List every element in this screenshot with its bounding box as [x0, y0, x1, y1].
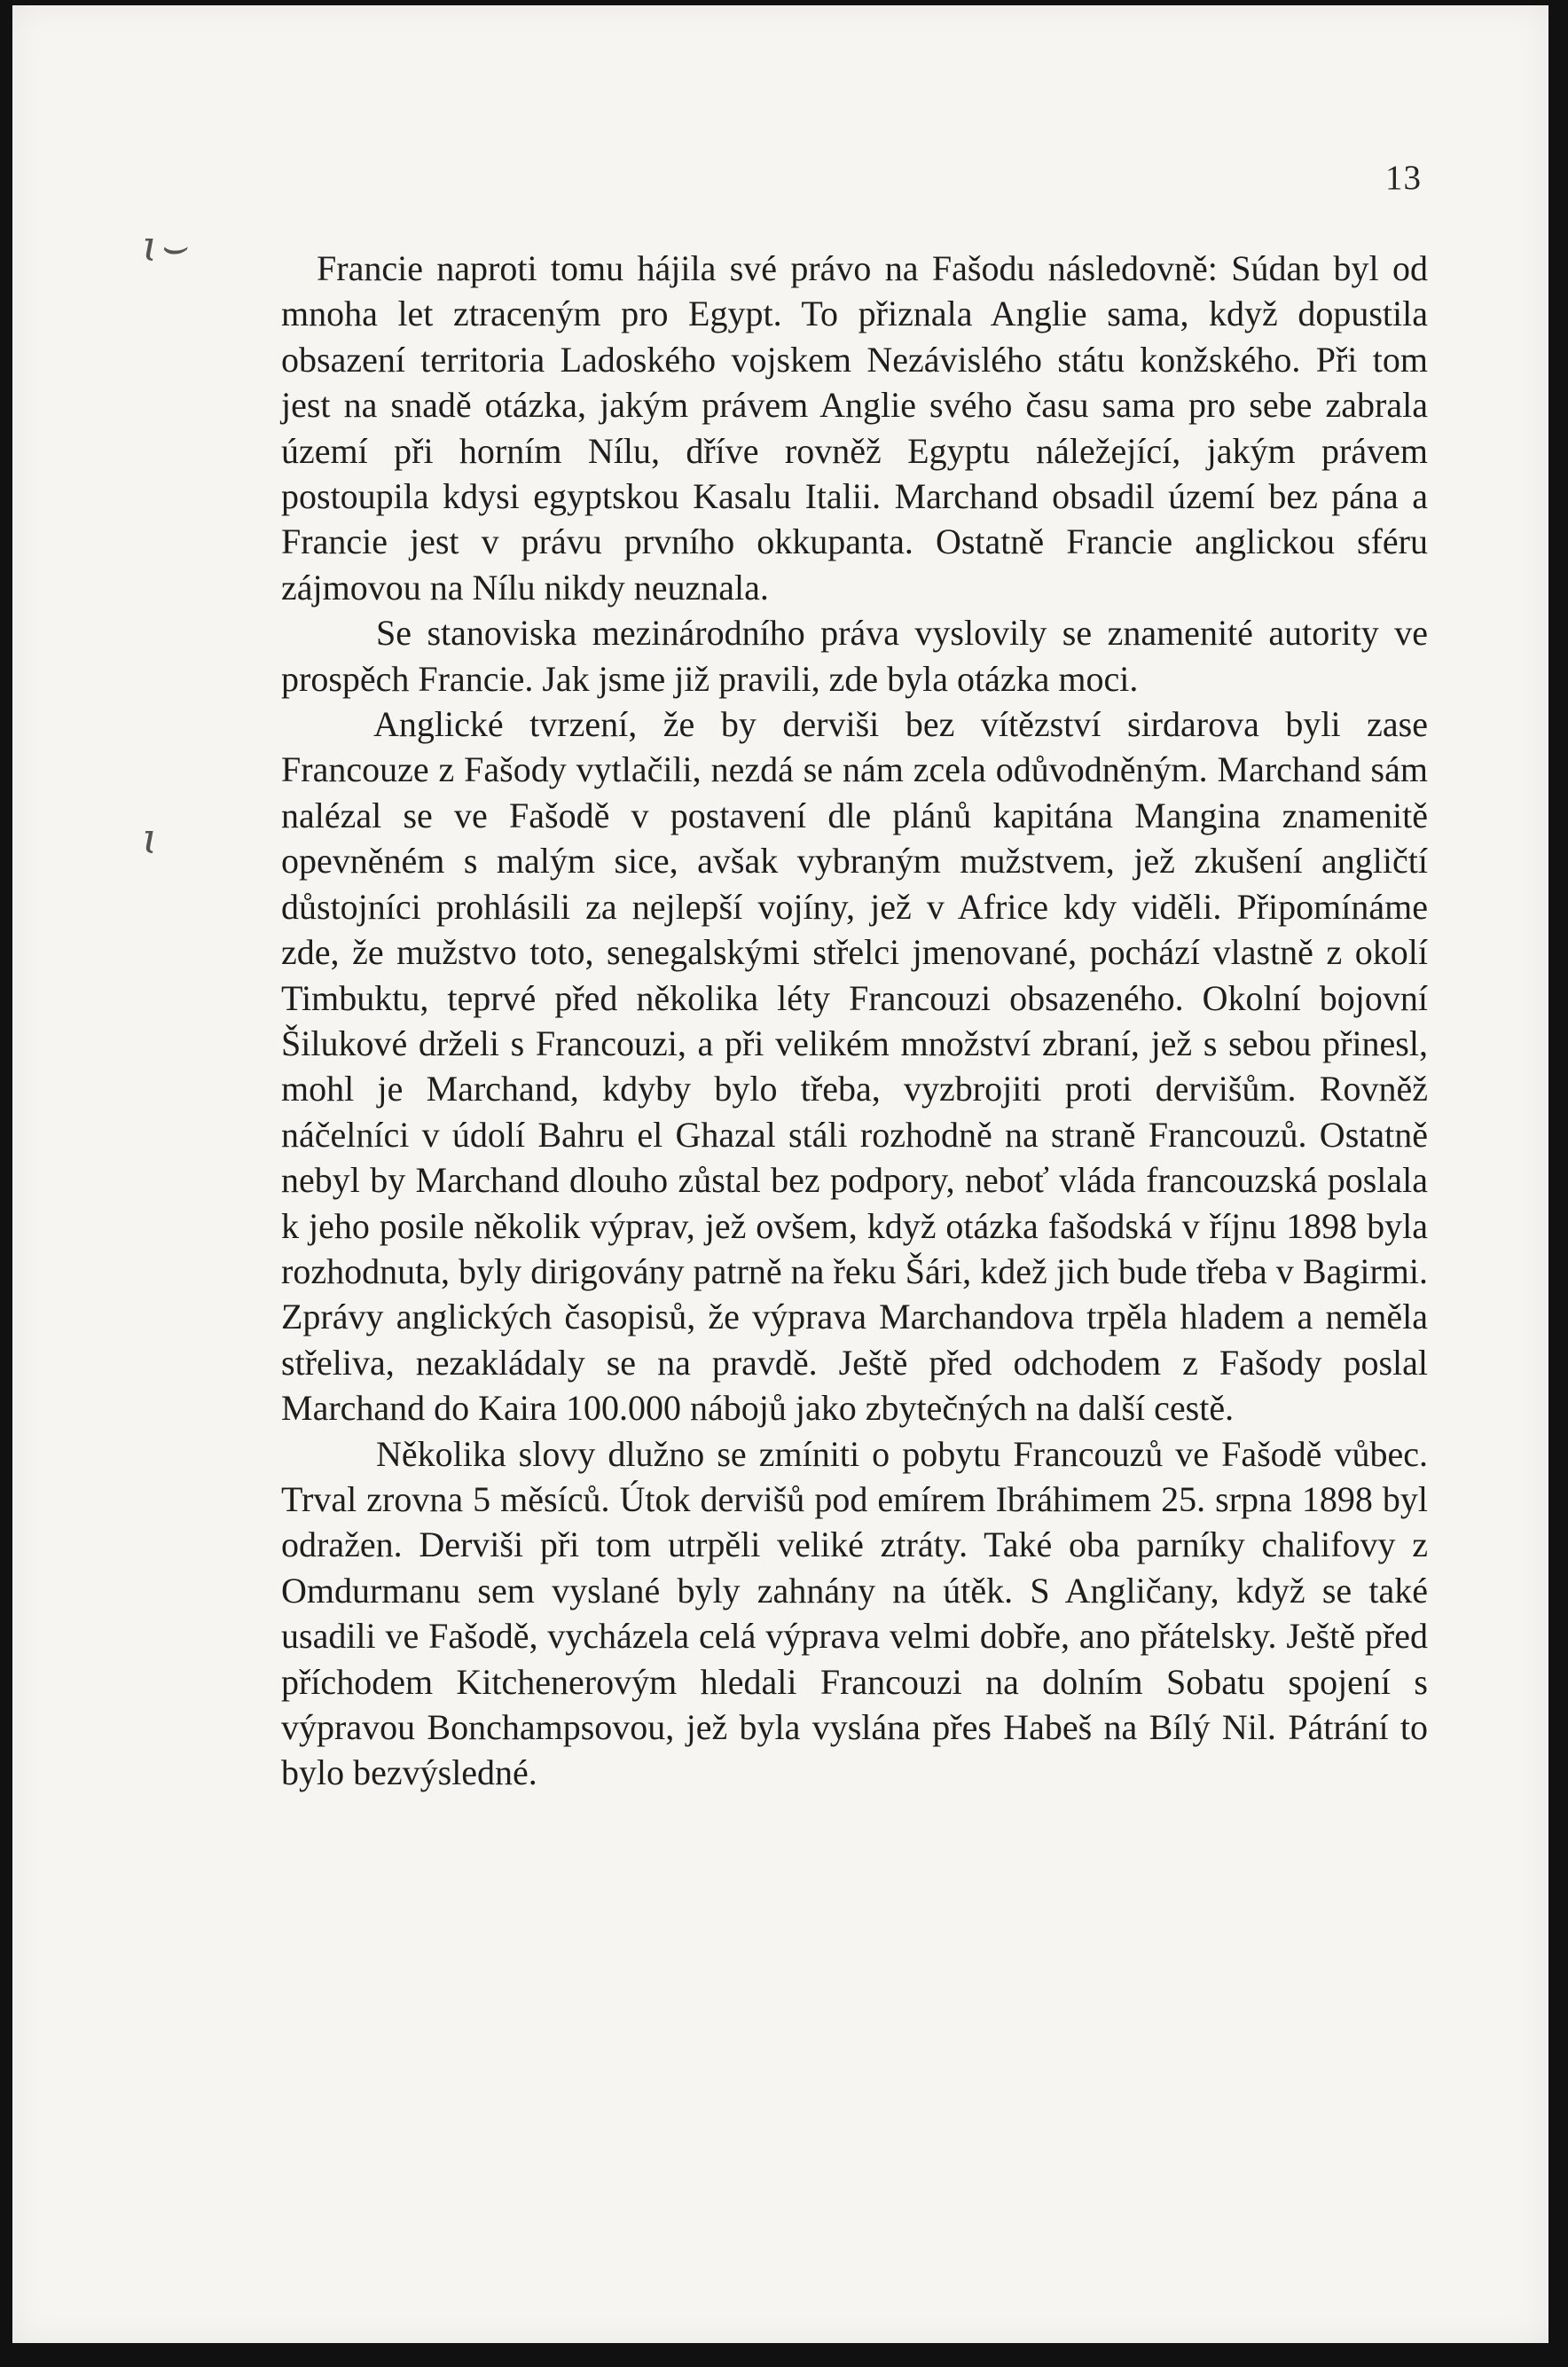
paragraph: Se stanoviska mezinárodního práva vyslovily se znamenité autority ve prospěch Francie. Jak jsme již pravili, zde byla otázka moci.: [281, 613, 1428, 699]
paragraph: Několika slovy dlužno se zmíniti o pobytu Francouzů ve Fašodě vůbec. Trval zrovna 5 měsíců. Útok dervišů pod emírem Ibráhimem 25. srpna 1898 byl odražen. Derviši při tom utrpěli veliké ztráty. Také oba parníky chalifovy z Omdurmanu sem vyslané byly zahnány na útěk. S Angličany, když se také usadili ve Fašodě, vycházela celá výprava velmi dobře, ano přátelsky. Ještě před příchodem Kitchenerovým hledali Francouzi na dolním Sobatu spojení s výpravou Bonchampsovou, jež byla vyslána přes Habeš na Bílý Nil. Pátrání to bylo bezvýsledné.: [281, 1433, 1428, 1793]
book-page: [12, 5, 1548, 2343]
page-number: 13: [1385, 159, 1422, 197]
paragraph: Anglické tvrzení, že by derviši bez vítězství sirdarova byli zase Francouze z Fašody vytlačili, nezdá se nám zcela odůvodněným. Marchand sám nalézal se ve Fašodě v postavení dle plánů kapitána Mangina znamenitě opevněném s malým sice, avšak vybraným mužstvem, jež zkušení angličtí důstojníci prohlásili za nejlepší vojíny, jež v Africe kdy viděli. Připomínáme zde, že mužstvo toto, senegalskými střelci jmenované, pochází vlastně z okolí Timbuktu, teprvé před několika léty Francouzi obsazeného. Okolní bojovní Šilukové drželi s Francouzi, a při velikém množství zbraní, jež s sebou přinesl, mohl je Marchand, kdyby bylo třeba, vyzbrojiti proti dervišům. Rovněž náčelníci v údolí Bahru el Ghazal stáli rozhodně na straně Francouzů. Ostatně nebyl by Marchand dlouho zůstal bez podpory, neboť vláda francouzská poslala k jeho posile několik výprav, jež ovšem, když otázka fašodská v říjnu 1898 byla rozhodnuta, byly dirigovány patrně na řeku Šári, kdež jich bude třeba v Bagirmi. Zprávy anglických časopisů, že výprava Marchandova trpěla hladem a neměla střeliva, nezakládaly se na pravdě. Ještě před odchodem z Fašody poslal Marchand do Kaira 100.000 nábojů jako zbytečných na další cestě.: [281, 704, 1428, 1429]
paragraph: Francie naproti tomu hájila své právo na Fašodu následovně: Súdan byl od mnoha let ztraceným pro Egypt. To přiznala Anglie sama, když dopustila obsazení territoria Ladoského vojskem Nezávislého státu konžského. Při tom jest na snadě otázka, jakým právem Anglie svého času sama pro sebe zabrala území při horním Nílu, dříve rovněž Egyptu náležející, jakým právem postoupila kdysi egyptskou Kasalu Italii. Marchand obsadil území bez pána a Francie jest v právu prvního okkupanta. Ostatně Francie anglickou sféru zájmovou na Nílu nikdy neuznala.: [281, 248, 1428, 607]
handwritten-margin-mark: ɩ: [142, 814, 159, 864]
body-text: [281, 246, 1428, 1796]
handwritten-margin-mark: ɩ⌣: [142, 222, 187, 271]
